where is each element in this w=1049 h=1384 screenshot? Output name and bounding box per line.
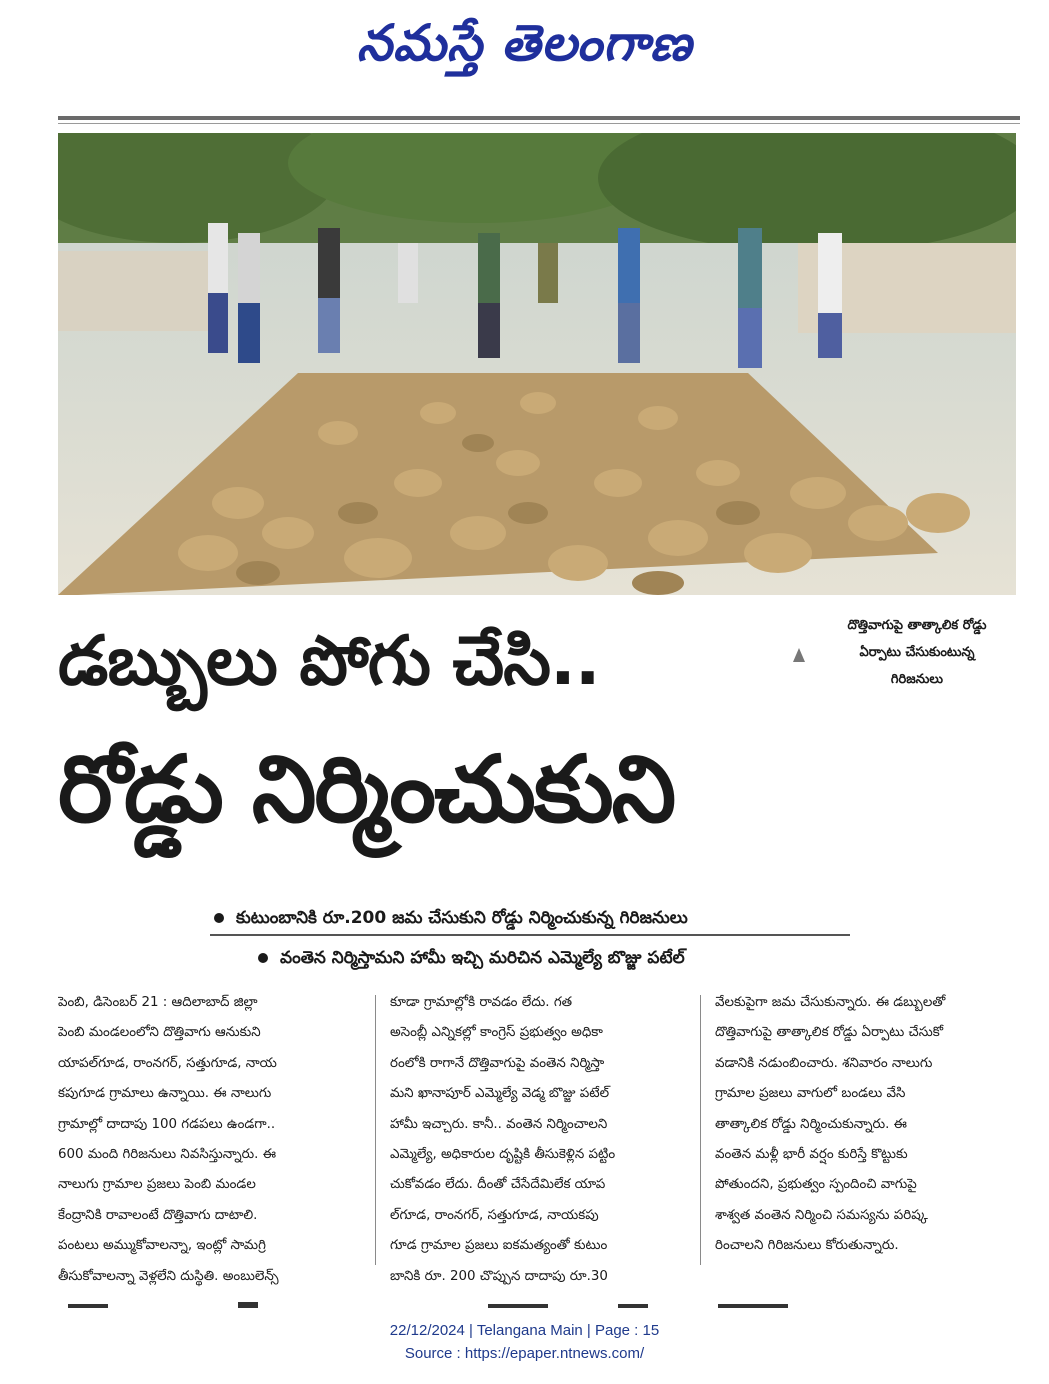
column-line: తాత్కాలిక రోడ్డు నిర్మించుకున్నారు. ఈ (715, 1116, 907, 1132)
caption-line: దొత్తివాగుపై తాత్కాలిక రోడ్డు (847, 618, 987, 633)
subhead-2 (258, 946, 685, 970)
column-line: మని ఖానాపూర్ ఎమ్మెల్యే వెడ్మ బొజ్జు పటేల్ (390, 1086, 610, 1102)
header-rule-thin (58, 123, 1020, 124)
column-line: నాలుగు గ్రామాల ప్రజలు పెంబి మండల (58, 1177, 256, 1193)
column-line: రంలోకి రాగానే దొత్తివాగుపై వంతెన నిర్మిస్తా (390, 1055, 605, 1071)
column-line: వడానికి నడుంబించారు. శనివారం నాలుగు (715, 1055, 933, 1071)
column-line: పెంబి మండలంలోని దొత్తివాగు ఆనుకుని (58, 1025, 261, 1041)
column-line: ల్‌గూడ, రాంనగర్, సత్తుగూడ, నాయకపు (390, 1207, 599, 1223)
column-line: కేంద్రానికి రావాలంటే దొత్తివాగు దాటాలి. (58, 1207, 258, 1223)
subhead-1 (214, 906, 688, 930)
column-divider (375, 995, 376, 1265)
column-line: పెంబి, డిసెంబర్ 21 : ఆదిలాబాద్ జిల్లా (58, 995, 258, 1010)
column-line: పోతుందని, ప్రభుత్వం స్పందించి వాగుపై (715, 1177, 917, 1193)
column-line: అసెంబ్లీ ఎన్నికల్లో కాంగ్రెస్ ప్రభుత్వం అధికా (390, 1025, 603, 1041)
column-line: కూడా గ్రామాల్లోకి రావడం లేదు. గత (390, 995, 573, 1010)
subhead-rule (210, 934, 850, 936)
header-rule (58, 116, 1020, 120)
caption-line: ఏర్పాటు చేసుకుంటున్న (859, 645, 975, 660)
masthead-logo: నమస్తే తెలంగాణ (356, 13, 693, 72)
caption-arrow-icon (793, 648, 805, 662)
masthead (0, 8, 1049, 78)
column-line: వేలకుపైగా జమ చేసుకున్నారు. ఈ డబ్బులతో (715, 995, 946, 1010)
footer-date-page: 22/12/2024 | Telangana Main | Page : 15 (389, 1322, 660, 1339)
bullet-icon (214, 913, 224, 923)
caption-line: గిరిజనులు (890, 672, 944, 687)
article-column-3 (715, 988, 1020, 1262)
column-line: గ్రామాల్లో దాదాపు 100 గడపలు ఉండగా.. (58, 1116, 276, 1132)
photo-caption (812, 612, 1022, 693)
column-line: వంతెన మళ్లీ భారీ వర్షం కురిస్తే కొట్టుకు (715, 1147, 908, 1163)
subhead-text: వంతెన నిర్మిస్తామని హామీ ఇచ్చి మరిచిన ఎమ్మెల్యే బొజ్జు పటేల్ (280, 948, 685, 968)
column-line: యాపల్‌గూడ, రాంనగర్, సత్తుగూడ, నాయ (58, 1055, 277, 1071)
column-line: దొత్తివాగుపై తాత్కాలిక రోడ్డు ఏర్పాటు చేసుకో (715, 1025, 944, 1041)
column-divider (700, 995, 701, 1265)
footer-source: Source : https://epaper.ntnews.com/ (404, 1345, 645, 1362)
column-line: గ్రామాల ప్రజలు వాగులో బండలు వేసి (715, 1086, 906, 1102)
column-line: హామీ ఇచ్చారు. కానీ.. వంతెన నిర్మించాలని (390, 1116, 608, 1132)
news-photo (58, 133, 1016, 595)
subhead-text: కుటుంబానికి రూ.200 జమ చేసుకుని రోడ్డు నిర్మించుకున్న గిరిజనులు (236, 908, 688, 928)
column-line: తీసుకోవాలన్నా వెళ్లలేని దుస్థితి. అంబులెన్స్ (58, 1268, 279, 1284)
column-line: గూడ గ్రామాల ప్రజలు ఐకమత్యంతో కుటుం (390, 1238, 608, 1254)
bullet-icon (258, 953, 268, 963)
headline-line-2: రోడ్డు నిర్మించుకుని (58, 736, 675, 843)
column-line: రించాలని గిరిజనులు కోరుతున్నారు. (715, 1238, 899, 1254)
column-line: 600 మంది గిరిజనులు నివసిస్తున్నారు. ఈ (58, 1147, 276, 1163)
column-line: కపుగూడ గ్రామాలు ఉన్నాయి. ఈ నాలుగు (58, 1086, 272, 1102)
column-line: చుకోవడం లేదు. దీంతో చేసేదేమిలేక యాప (390, 1177, 606, 1193)
headline-line-1: డబ్బులు పోగు చేసి.. (58, 622, 600, 701)
article-column-1 (58, 988, 363, 1292)
column-line: ఎమ్మెల్యే, అధికారుల దృష్టికి తీసుకెళ్లిన పట్టిం (390, 1147, 616, 1163)
cropped-text-edge (58, 1302, 1018, 1310)
column-line: పంటలు అమ్ముకోవాలన్నా, ఇంట్లో సామగ్రి (58, 1238, 266, 1254)
column-line: శాశ్వత వంతెన నిర్మించి సమస్యను పరిష్క (715, 1207, 928, 1223)
column-line: బానికి రూ. 200 చొప్పున దాదాపు రూ.30 (390, 1268, 608, 1284)
article-column-2 (390, 988, 695, 1292)
